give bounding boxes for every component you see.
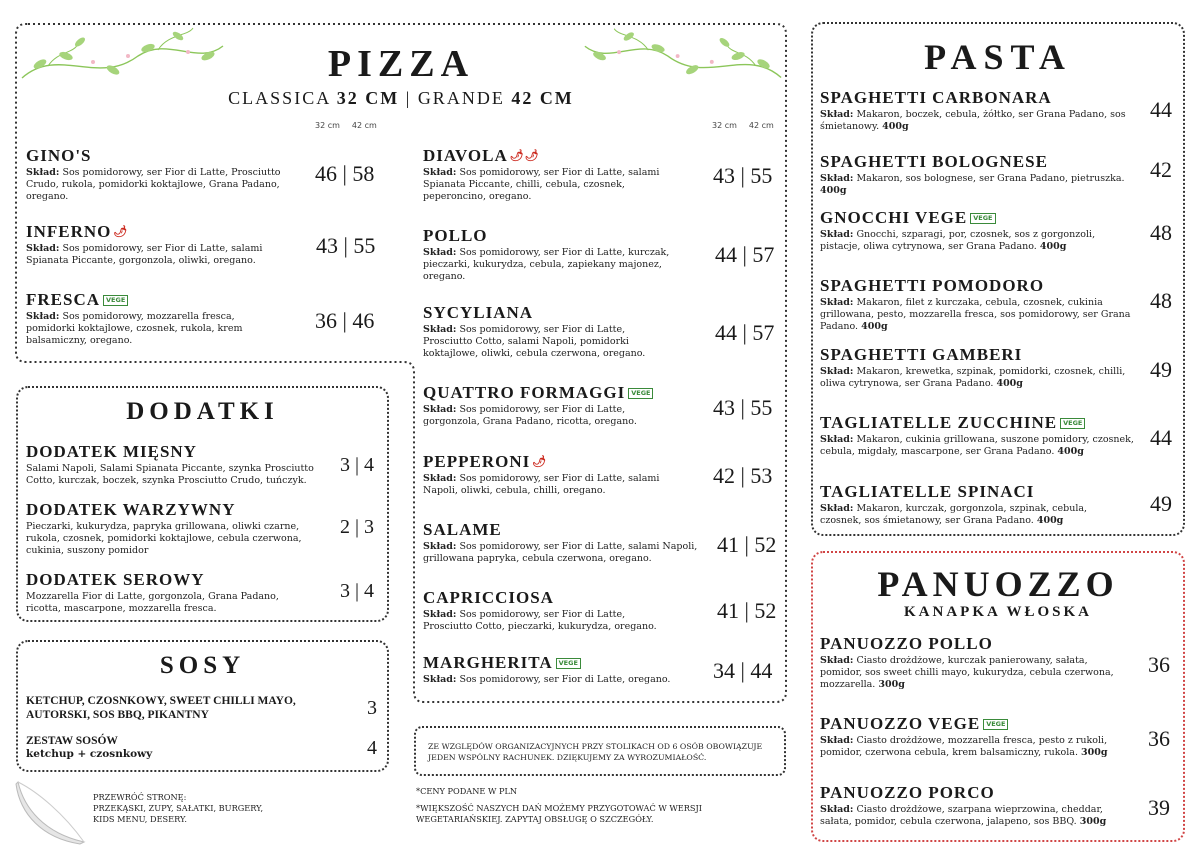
vege-badge: VEGE xyxy=(103,295,128,306)
item-name: ZESTAW SOSÓW xyxy=(26,735,118,747)
pasta-item-gamberi xyxy=(820,345,1135,390)
item-name: DODATEK MIĘSNY xyxy=(26,442,197,461)
panuozzo-item-vege xyxy=(820,714,1150,759)
menu-item-diavola xyxy=(423,146,673,203)
item-price: 44 xyxy=(1150,425,1172,450)
item-price: 4 xyxy=(367,737,377,759)
item-price: 34 | 44 xyxy=(713,658,773,683)
item-name: FRESCA VEGE xyxy=(26,290,276,310)
panuozzo-item-porco xyxy=(820,783,1115,828)
flip-page-line: PRZEWRÓĆ STRONĘ: xyxy=(93,792,187,802)
size-column-header-right xyxy=(712,121,786,130)
panuozzo-title: PANUOZZO xyxy=(877,564,1119,604)
flip-page-note xyxy=(93,792,263,825)
group-bill-notice xyxy=(414,726,786,776)
item-description: Skład: Ciasto drożdżowe, szarpana wieprzowina, cheddar, sałata, pomidor, cebula czerwona, jalapeno, sos BBQ. 300g xyxy=(820,804,1107,827)
dodatki-title: DODATKI xyxy=(126,398,279,425)
item-description: Skład: Sos pomidorowy, ser Fior di Latte, salami Napoli, grillowana papryka, cebula czerwona, oregano. xyxy=(423,541,698,564)
item-price: 41 | 52 xyxy=(717,598,777,623)
addon-item-cheese xyxy=(26,570,296,615)
item-price: 43 | 55 xyxy=(713,163,773,188)
vege-badge: VEGE xyxy=(970,213,995,224)
sauce-item-set xyxy=(26,734,326,761)
pasta-item-tagliatelle-zucchine xyxy=(820,413,1145,458)
item-price: 46 | 58 xyxy=(315,161,375,186)
item-description: Pieczarki, kukurydza, papryka grillowana, oliwki czarne, rukola, czosnek, pomidorki koktajlowe, cebula czerwona, cukinia, suszony pomidor xyxy=(26,521,302,556)
pasta-item-pomodoro xyxy=(820,276,1145,333)
item-price: 39 xyxy=(1148,795,1170,820)
size-classica-label: CLASSICA xyxy=(228,88,337,108)
prices-footnote: *CENY PODANE W PLN xyxy=(416,786,518,796)
item-description: Skład: Gnocchi, szparagi, por, czosnek, sos z gorgonzoli, pistacje, oliwa cytrynowa, ser Grana Padano. 400g xyxy=(820,229,1096,252)
item-description: Mozzarella Fior di Latte, gorgonzola, Grana Padano, ricotta, mascarpone, mozzarella fresca. xyxy=(26,591,279,614)
item-description: Skład: Sos pomidorowy, ser Fior di Latte, Prosciutto Cotto, pieczarki, kukurydza, oregano. xyxy=(423,609,657,632)
menu-item-quattro-formaggi xyxy=(423,383,703,428)
sosy-title: SOSY xyxy=(159,652,246,679)
item-description: Skład: Sos pomidorowy, ser Fior di Latte, gorgonzola, Grana Padano, ricotta, oregano. xyxy=(423,404,637,427)
item-price: 3 | 4 xyxy=(340,454,375,476)
pasta-item-tagliatelle-spinaci xyxy=(820,482,1105,527)
pasta-item-gnocchi-vege xyxy=(820,208,1130,253)
item-price: 3 | 4 xyxy=(340,580,375,602)
size-grande-label: GRANDE xyxy=(417,88,512,108)
item-subtitle: ketchup + czosnkowy xyxy=(26,748,153,760)
item-description: Skład: Makaron, cukinia grillowana, suszone pomidory, czosnek, cebula, migdały, mascarpone, ser Grana Padano. 400g xyxy=(820,434,1134,457)
item-description: Skład: Makaron, kurczak, gorgonzola, szpinak, cebula, czosnek, sos śmietanowy, ser Grana Padano. 400g xyxy=(820,503,1088,526)
size-classica-value: 32 CM xyxy=(336,88,400,108)
addon-item-vegetable xyxy=(26,500,311,557)
page-curl-icon xyxy=(14,778,94,848)
item-price: 49 xyxy=(1150,491,1172,516)
pasta-title: PASTA xyxy=(924,37,1072,77)
item-name: SYCYLIANA xyxy=(423,303,534,322)
dodatki-panel xyxy=(16,386,389,622)
pizza-subtitle xyxy=(16,88,786,109)
vege-badge: VEGE xyxy=(983,719,1008,730)
item-description: Salami Napoli, Salami Spianata Piccante, szynka Prosciutto Cotto, kurczak, boczek, szynka Prosciutto Crudo, tuńczyk. xyxy=(26,463,314,486)
menu-item-capricciosa xyxy=(423,588,673,633)
item-description: Skład: Makaron, sos bolognese, ser Grana Padano, pietruszka. 400g xyxy=(820,173,1125,196)
item-name: GINO'S xyxy=(26,146,92,165)
item-price: 36 xyxy=(1148,652,1170,677)
col-42-label: 42 cm xyxy=(748,121,774,130)
vege-badge: VEGE xyxy=(556,658,581,669)
item-name: SPAGHETTI POMODORO xyxy=(820,276,1045,295)
item-name: PANUOZZO VEGE VEGE xyxy=(820,714,1150,734)
item-name: SPAGHETTI CARBONARA xyxy=(820,88,1052,107)
size-grande-value: 42 CM xyxy=(511,88,574,108)
item-name: PANUOZZO PORCO xyxy=(820,783,995,802)
item-price: 36 | 46 xyxy=(315,308,375,333)
item-price: 48 xyxy=(1150,288,1172,313)
item-name: MARGHERITA VEGE xyxy=(423,653,703,673)
addon-item-meat xyxy=(26,442,321,487)
item-price: 42 | 53 xyxy=(713,463,773,488)
item-name: TAGLIATELLE SPINACI xyxy=(820,482,1035,501)
item-name: POLLO xyxy=(423,226,488,245)
size-separator: | xyxy=(399,88,418,108)
item-name: PEPPERONI 🌶 xyxy=(423,452,548,471)
item-description: Skład: Sos pomidorowy, ser Fior di Latte, oregano. xyxy=(423,674,671,685)
item-name: GNOCCHI VEGE VEGE xyxy=(820,208,1130,228)
sauce-item-single xyxy=(26,694,326,722)
item-description: Skład: Sos pomidorowy, ser Fior di Latte, Prosciutto Cotto, salami Napoli, pomidorki koktajlowe, oliwki, cebula czerwona, oregano. xyxy=(423,324,646,359)
item-price: 36 xyxy=(1148,726,1170,751)
menu-item-salame xyxy=(423,520,703,565)
menu-item-pepperoni xyxy=(423,452,673,497)
panuozzo-item-pollo xyxy=(820,634,1130,691)
pasta-item-bolognese xyxy=(820,152,1150,197)
item-description: Skład: Ciasto drożdżowe, mozzarella fresca, pesto z rukoli, pomidor, czerwona cebula, krem balsamiczny, rukola. 300g xyxy=(820,735,1108,758)
menu-item-inferno xyxy=(26,222,296,267)
item-name: DODATEK WARZYWNY xyxy=(26,500,236,519)
item-name: TAGLIATELLE ZUCCHINE VEGE xyxy=(820,413,1145,433)
item-name: CAPRICCIOSA xyxy=(423,588,554,607)
panuozzo-subtitle: KANAPKA WŁOSKA xyxy=(904,604,1092,620)
menu-item-fresca xyxy=(26,290,276,347)
item-name: SPAGHETTI GAMBERI xyxy=(820,345,1023,364)
item-price: 2 | 3 xyxy=(340,516,375,538)
item-price: 48 xyxy=(1150,220,1172,245)
size-column-header-left xyxy=(315,121,389,130)
menu-item-sycyliana xyxy=(423,303,673,360)
item-description: Skład: Sos pomidorowy, ser Fior di Latte, salami Spianata Piccante, gorgonzola, oliwki, oregano. xyxy=(26,243,263,266)
item-description: Skład: Makaron, krewetka, szpinak, pomidorki, czosnek, chilli, oliwa cytrynowa, ser Grana Padano. 400g xyxy=(820,366,1126,389)
item-description: Skład: Makaron, filet z kurczaka, cebula, czosnek, cukinia grillowana, pesto, mozzarella fresca, sos pomidorowy, ser Grana Padano. 400g xyxy=(820,297,1131,332)
item-price: 43 | 55 xyxy=(316,233,376,258)
flip-page-line: PRZEKĄSKI, ZUPY, SAŁATKI, BURGERY, xyxy=(93,803,264,813)
chili-pepper-icon: 🌶 xyxy=(532,456,548,468)
col-32-label: 32 cm xyxy=(315,121,340,130)
item-price: 49 xyxy=(1150,357,1172,382)
vege-footnote: *WIĘKSZOŚĆ NASZYCH DAŃ MOŻEMY PRZYGOTOWAĆ W WERSJI WEGETARIAŃSKIEJ. ZAPYTAJ OBSŁUGĘ O SZCZEGÓŁY. xyxy=(416,803,703,824)
pizza-title: PIZZA xyxy=(327,43,475,85)
item-name: SPAGHETTI BOLOGNESE xyxy=(820,152,1048,171)
item-price: 44 | 57 xyxy=(715,242,775,267)
item-description: Skład: Ciasto drożdżowe, kurczak panierowany, sałata, pomidor, sos sweet chilli mayo, kukurydza, cebula czerwona, mozzarella. 300g xyxy=(820,655,1114,690)
item-price: 3 xyxy=(367,697,377,719)
item-name: QUATTRO FORMAGGI VEGE xyxy=(423,383,703,403)
item-price: 43 | 55 xyxy=(713,395,773,420)
col-42-label: 42 cm xyxy=(351,121,377,130)
vege-badge: VEGE xyxy=(1060,418,1085,429)
item-price: 44 xyxy=(1150,97,1172,122)
chili-pepper-icon: 🌶 xyxy=(113,226,129,238)
item-name: SALAME xyxy=(423,520,502,539)
item-name: INFERNO 🌶 xyxy=(26,222,129,241)
item-description: Skład: Makaron, boczek, cebula, żółtko, ser Grana Padano, sos śmietanowy. 400g xyxy=(820,109,1126,132)
pasta-item-carbonara xyxy=(820,88,1140,133)
sosy-panel xyxy=(16,640,389,772)
item-name: DODATEK SEROWY xyxy=(26,570,205,589)
item-description: Skład: Sos pomidorowy, ser Fior di Latte, salami Napoli, oliwki, cebula, chilli, oregano. xyxy=(423,473,660,496)
item-description: Skład: Sos pomidorowy, ser Fior di Latte, Prosciutto Crudo, rukola, pomidorki koktajlowe, Grana Padano, oregano. xyxy=(26,167,281,202)
chili-pepper-icon: 🌶🌶 xyxy=(509,150,540,162)
item-price: 42 xyxy=(1150,157,1172,182)
item-price: 44 | 57 xyxy=(715,320,775,345)
col-32-label: 32 cm xyxy=(712,121,737,130)
item-name: KETCHUP, CZOSNKOWY, SWEET CHILLI MAYO, AUTORSKI, SOS BBQ, PIKANTNY xyxy=(26,695,296,721)
menu-item-margherita xyxy=(423,653,703,686)
item-description: Skład: Sos pomidorowy, ser Fior di Latte, salami Spianata Piccante, chilli, cebula, czosnek, peperoncino, oregano. xyxy=(423,167,660,202)
item-price: 41 | 52 xyxy=(717,532,777,557)
flip-page-line: KIDS MENU, DESERY. xyxy=(93,814,187,824)
vege-badge: VEGE xyxy=(628,388,653,399)
group-bill-notice-text: ZE WZGLĘDÓW ORGANIZACYJNYCH PRZY STOLIKACH OD 6 OSÓB OBOWIĄZUJE JEDEN WSPÓLNY RACHUNEK. DZIĘKUJEMY ZA WYROZUMIAŁOŚĆ. xyxy=(428,742,763,762)
menu-item-pollo xyxy=(423,226,673,283)
item-name: PANUOZZO POLLO xyxy=(820,634,993,653)
item-description: Skład: Sos pomidorowy, ser Fior di Latte, kurczak, pieczarki, kukurydza, cebula, zapiekany majonez, oregano. xyxy=(423,247,670,282)
item-description: Skład: Sos pomidorowy, mozzarella fresca, pomidorki koktajlowe, czosnek, rukola, krem balsamiczny, oregano. xyxy=(26,311,243,346)
menu-item-ginos xyxy=(26,146,286,203)
item-name: DIAVOLA 🌶🌶 xyxy=(423,146,540,165)
